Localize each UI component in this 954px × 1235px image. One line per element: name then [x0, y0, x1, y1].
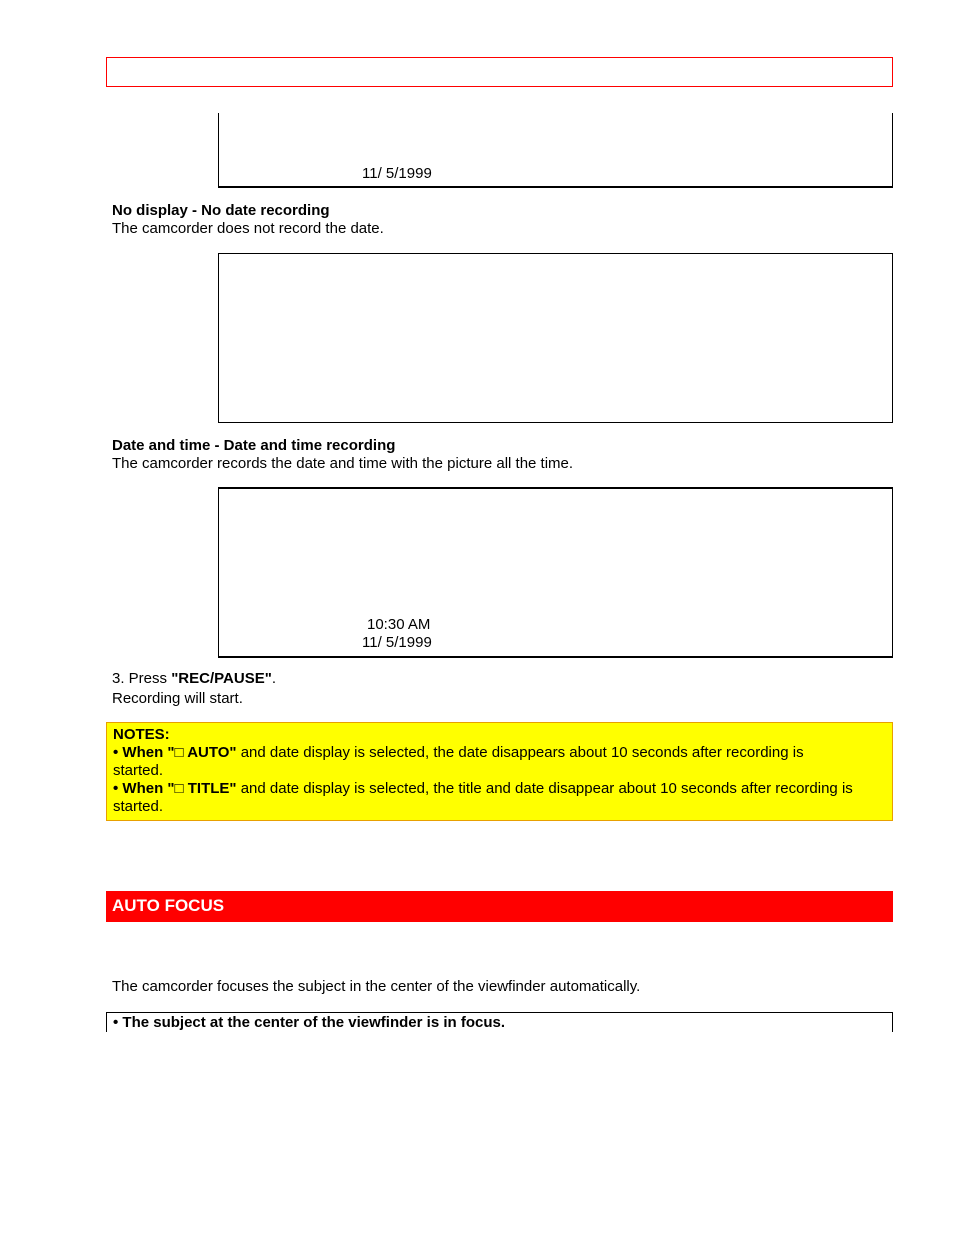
- rec-pause-label: "REC/PAUSE": [171, 670, 272, 687]
- step-3-result: Recording will start.: [112, 690, 243, 707]
- display-example-date-time: [218, 487, 893, 658]
- focus-info-text: • The subject at the center of the viewfinder is in focus.: [113, 1014, 505, 1031]
- focus-info-box: [106, 1012, 893, 1032]
- auto-focus-section-bar: [106, 891, 893, 922]
- note-item-2-cont: started.: [113, 798, 164, 815]
- osd-date: 11/ 5/1999: [362, 165, 432, 182]
- note-item-1: • When "□ AUTO" and date display is selected, the date disappears about 10 seconds after recording is: [113, 744, 804, 761]
- step-3: 3. Press "REC/PAUSE".: [112, 670, 276, 687]
- no-display-heading: No display - No date recording: [112, 202, 330, 219]
- note-item-1-cont: started.: [113, 762, 164, 779]
- page-header-frame: [106, 57, 893, 87]
- note-item-2: • When "□ TITLE" and date display is selected, the title and date disappear about 10 seconds after recording is: [113, 780, 853, 797]
- osd-date-2: 11/ 5/1999: [362, 634, 432, 651]
- display-example-date: [218, 113, 893, 188]
- auto-focus-intro: The camcorder focuses the subject in the center of the viewfinder automatically.: [112, 978, 641, 995]
- display-example-none: [218, 253, 893, 423]
- notes-box: [106, 722, 893, 821]
- date-time-heading: Date and time - Date and time recording: [112, 437, 396, 454]
- section-title: AUTO FOCUS: [112, 896, 225, 915]
- notes-title: NOTES:: [113, 726, 170, 743]
- date-time-text: The camcorder records the date and time with the picture all the time.: [112, 455, 574, 472]
- osd-time: 10:30 AM: [367, 616, 431, 633]
- no-display-text: The camcorder does not record the date.: [112, 220, 384, 237]
